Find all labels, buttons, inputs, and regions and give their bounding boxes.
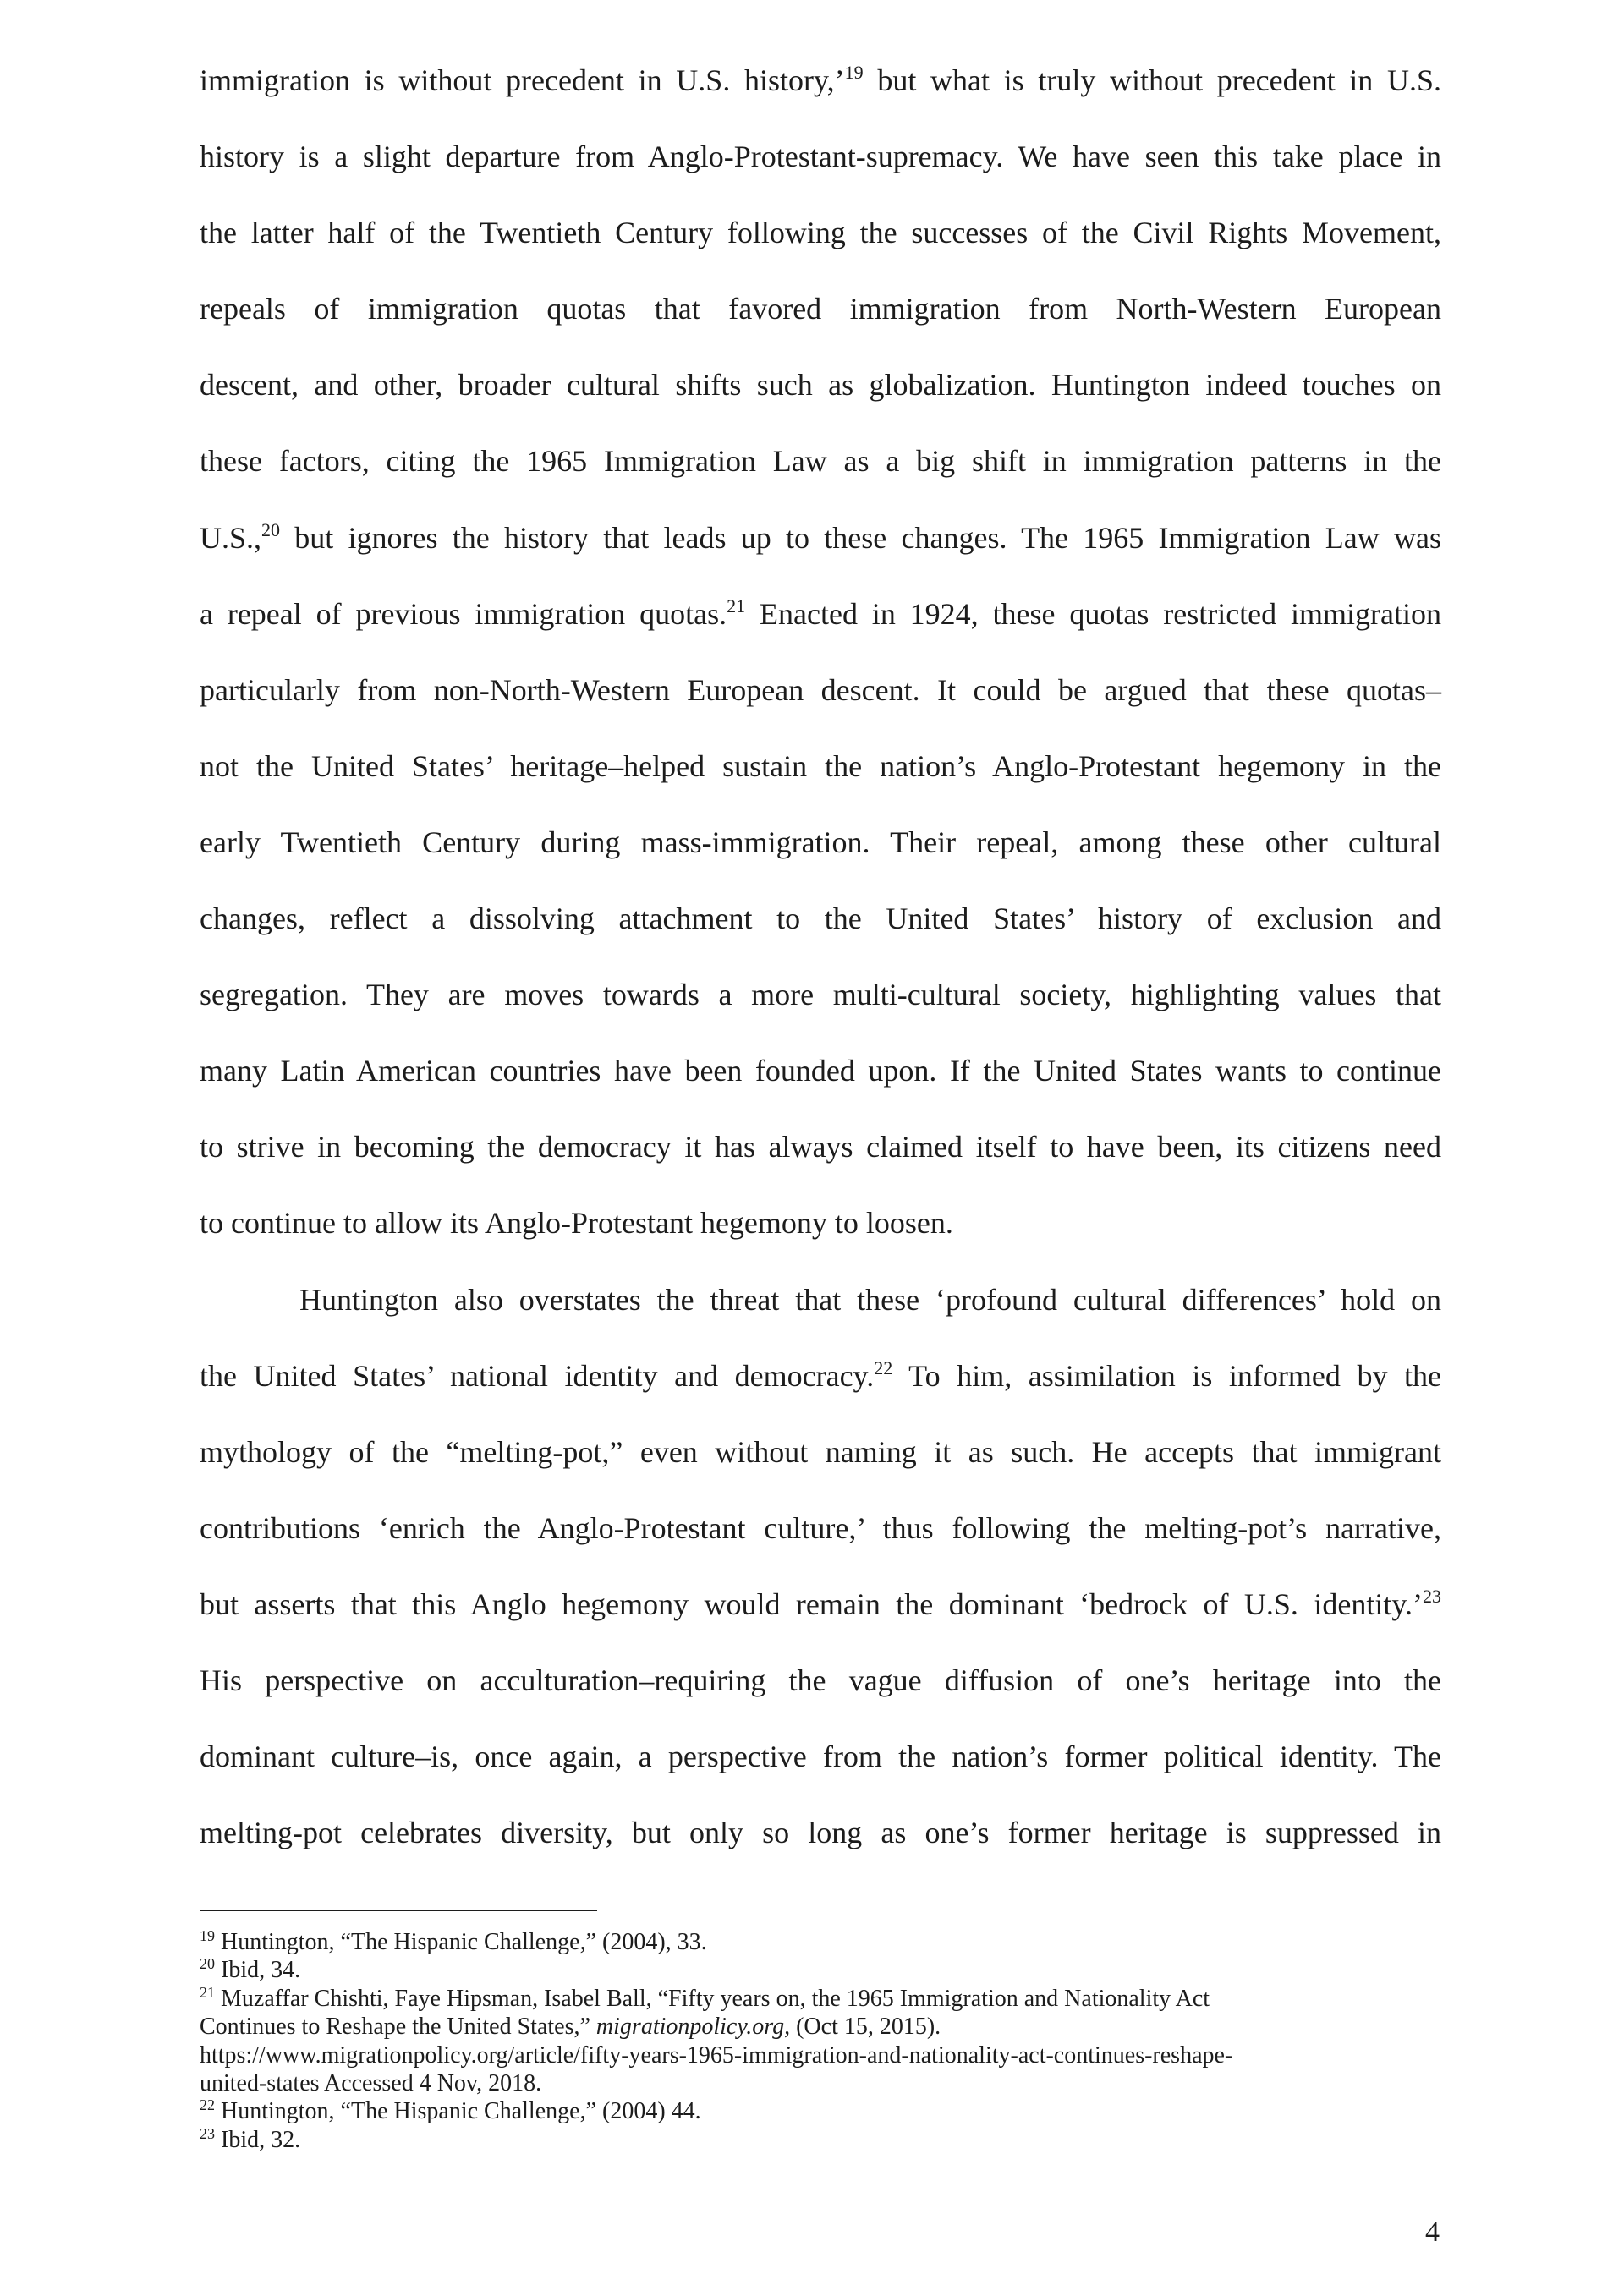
body-line: descent, and other, broader cultural shifts such as globalization. Huntington indeed touches on [200, 368, 1441, 403]
paragraph-start-line: Huntington also overstates the threat that these ‘profound cultural differences’ hold on [299, 1282, 1441, 1317]
source-site-name: migrationpolicy.org, [595, 2014, 791, 2041]
footnote-divider [200, 1910, 597, 1911]
body-line: history is a slight departure from Anglo-Protestant-supremacy. We have seen this take place in [200, 140, 1441, 174]
footnotes [200, 1928, 1441, 2154]
footnote-23: $^{23}$ Ibid, 32. [200, 2124, 301, 2153]
body-line: His perspective on acculturation–requiring the vague diffusion of one’s heritage into the [200, 1663, 1441, 1697]
body-line: melting-pot celebrates diversity, but only so long as one’s former heritage is suppressed in [200, 1816, 1441, 1850]
body-line: U.S.,$^{20}$ but ignores the history that leads up to these changes. The 1965 Immigration Law was [200, 518, 1441, 555]
footnote-number: 21 [200, 1983, 215, 2001]
body-line: a repeal of previous immigration quotas.$^{21}$ Enacted in 1924, these quotas restricted immigration [200, 595, 1441, 631]
page-number: 4 [1425, 2217, 1440, 2248]
footnote-ref-19[interactable]: 19 [844, 62, 864, 83]
footnote-ref-21[interactable]: 21 [727, 595, 746, 616]
body-line: mythology of the “melting-pot,” even without naming it as such. He accepts that immigrant [200, 1434, 1441, 1469]
body-line: not the United States’ heritage–helped sustain the nation’s Anglo-Protestant hegemony in the [200, 748, 1441, 783]
body-line: segregation. They are moves towards a more multi-cultural society, highlighting values that [200, 978, 1441, 1012]
body-text [200, 47, 1441, 1876]
footnote-ref-20[interactable]: 20 [261, 518, 281, 540]
body-line: these factors, citing the 1965 Immigration Law as a big shift in immigration patterns in the [200, 444, 1441, 479]
footnote-21-continued: Continues to Reshape the United States,” migrationpolicy.org, (Oct 15, 2015). [200, 2014, 941, 2041]
body-line: contributions ‘enrich the Anglo-Protestant culture,’ thus following the melting-pot’s narrative, [200, 1510, 1441, 1545]
footnote-url-link[interactable]: https://www.migrationpolicy.org/article/fifty-years-1965-immigration-and-nationality-act-continues-reshape- [200, 2041, 1233, 2069]
footnote-20: $^{20}$ Ibid, 34. [200, 1955, 301, 1984]
paragraph-end-line: to continue to allow its Anglo-Protestant hegemony to loosen. [200, 1206, 953, 1241]
body-line: to strive in becoming the democracy it has always claimed itself to have been, its citizens need [200, 1130, 1441, 1164]
body-line: the United States’ national identity and democracy.$^{22}$ To him, assimilation is informed by the [200, 1356, 1442, 1393]
footnote-number: 23 [200, 2124, 215, 2142]
footnote-number: 22 [200, 2096, 215, 2114]
footnote-ref-22[interactable]: 22 [874, 1356, 893, 1378]
body-line: but asserts that this Anglo hegemony would remain the dominant ‘bedrock of U.S. identity.’$^{23}$ [200, 1585, 1441, 1621]
body-line: dominant culture–is, once again, a perspective from the nation’s former political identity. The [200, 1740, 1441, 1774]
body-line: particularly from non-North-Western European descent. It could be argued that these quotas– [200, 672, 1441, 707]
body-line: repeals of immigration quotas that favored immigration from North-Western European [200, 292, 1441, 326]
body-line: early Twentieth Century during mass-immigration. Their repeal, among these other cultural [200, 825, 1441, 859]
footnote-url-continued[interactable]: united-states Accessed 4 Nov, 2018. [200, 2069, 542, 2096]
footnote-22: $^{22}$ Huntington, “The Hispanic Challenge,” (2004) 44. [200, 2096, 701, 2125]
body-line: the latter half of the Twentieth Century following the successes of the Civil Rights Movement, [200, 216, 1441, 250]
body-line: immigration is without precedent in U.S. history,’$^{19}$ but what is truly without precedent in U.S. [200, 62, 1441, 97]
footnote-number: 20 [200, 1955, 215, 1973]
footnote-19: $^{19}$ Huntington, “The Hispanic Challenge,” (2004), 33. [200, 1927, 707, 1955]
footnote-number: 19 [200, 1927, 215, 1944]
footnote-ref-23[interactable]: 23 [1423, 1585, 1441, 1607]
body-line: many Latin American countries have been founded upon. If the United States wants to continue [200, 1054, 1441, 1088]
footnote-21: $^{21}$ Muzaffar Chishti, Faye Hipsman, Isabel Ball, “Fifty years on, the 1965 Immigration and Nationality Act [200, 1983, 1210, 2012]
body-line: changes, reflect a dissolving attachment to the United States’ history of exclusion and [200, 901, 1441, 936]
